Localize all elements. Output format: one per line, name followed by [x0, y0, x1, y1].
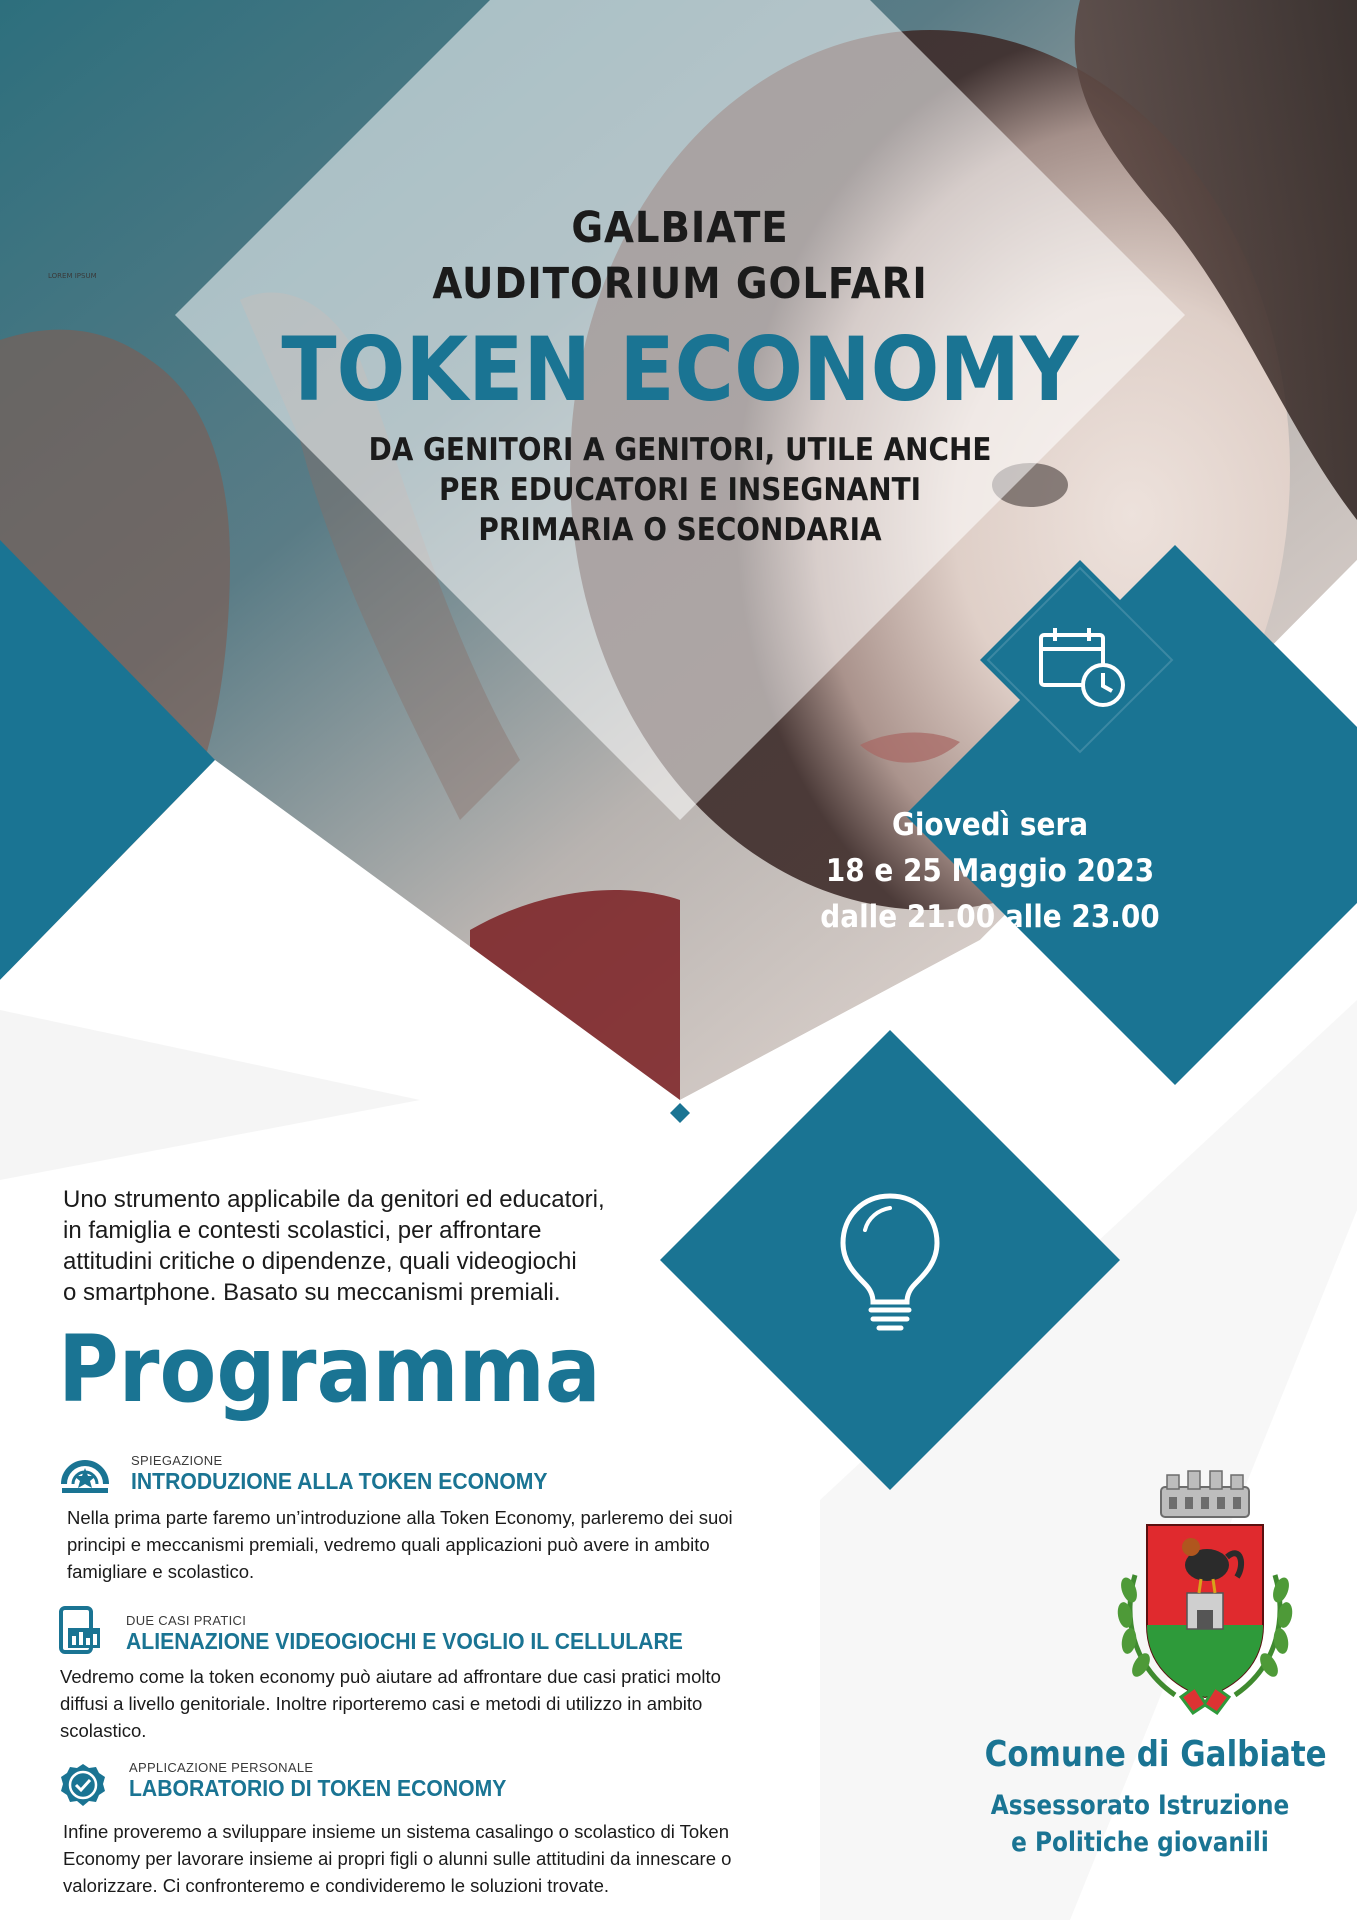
intro-line-1: Uno strumento applicabile da genitori ed educatori,: [63, 1186, 605, 1213]
event-time: dalle 21.00 alle 23.00: [820, 899, 1160, 935]
item-1-line-1: Nella prima parte faremo un’introduzione alla Token Economy, parleremo dei suoi: [67, 1507, 733, 1528]
item-3-line-2: Economy per lavorare insieme ai propri figli o alunni sulle attitudini da innescare o: [63, 1848, 732, 1869]
location-town: GALBIATE: [571, 203, 789, 253]
organizer-dept-line-1: Assessorato Istruzione: [990, 1790, 1290, 1821]
item-1-line-2: principi e meccanismi premiali, vedremo quali applicazioni può avere in ambito: [67, 1534, 710, 1555]
event-date-block: [819, 802, 1161, 940]
item-2-heading: ALIENAZIONE VIDEOGIOCHI E VOGLIO IL CELLULARE: [126, 1628, 683, 1654]
item-3-heading: LABORATORIO DI TOKEN ECONOMY: [129, 1775, 507, 1801]
item-2-line-1: Vedremo come la token economy può aiutare ad affrontare due casi pratici molto: [60, 1666, 721, 1687]
subtitle-line-1: DA GENITORI A GENITORI, UTILE ANCHE: [368, 432, 992, 468]
event-day: Giovedì sera: [891, 807, 1089, 843]
badge-check-icon: [60, 1762, 106, 1808]
organizer-name: Comune di Galbiate: [984, 1734, 1327, 1775]
item-2-line-3: scolastico.: [60, 1720, 147, 1741]
smartphone-chart-icon: [58, 1606, 104, 1654]
subtitle-line-2: PER EDUCATORI E INSEGNANTI: [438, 472, 922, 508]
dashboard-gauge-icon: [60, 1454, 110, 1496]
item-3-description: [63, 1818, 763, 1899]
item-1-description: [67, 1504, 767, 1585]
item-2-description: [60, 1663, 760, 1744]
intro-line-2: in famiglia e contesti scolastici, per affrontare: [63, 1217, 542, 1244]
item-3-kicker: APPLICAZIONE PERSONALE: [129, 1760, 314, 1775]
item-1-heading: INTRODUZIONE ALLA TOKEN ECONOMY: [131, 1468, 548, 1494]
header-block: [220, 200, 1140, 550]
intro-line-4: o smartphone. Basato su meccanismi premiali.: [63, 1279, 561, 1306]
subtitle-line-3: PRIMARIA O SECONDARIA: [478, 512, 882, 548]
item-1-kicker: SPIEGAZIONE: [131, 1453, 223, 1468]
lightbulb-icon: [835, 1190, 945, 1335]
item-2-kicker: DUE CASI PRATICI: [126, 1613, 247, 1628]
event-title: TOKEN ECONOMY: [281, 318, 1079, 421]
organizer-dept-line-2: e Politiche giovanili: [1011, 1827, 1269, 1858]
location-venue: AUDITORIUM GOLFARI: [432, 259, 928, 309]
program-title: Programma: [58, 1316, 601, 1423]
event-dates: 18 e 25 Maggio 2023: [825, 853, 1155, 889]
item-2-line-2: diffusi a livello genitoriale. Inoltre riporteremo casi e metodi di utilizzo in ambito: [60, 1693, 703, 1714]
intro-line-3: attitudini critiche o dipendenze, quali videogiochi: [63, 1248, 577, 1275]
calendar-clock-icon: [1035, 625, 1130, 710]
placeholder-text: LOREM IPSUM: [48, 272, 97, 280]
coat-of-arms-emblem: [1105, 1465, 1305, 1725]
intro-paragraph: [63, 1184, 663, 1308]
item-3-line-1: Infine proveremo a sviluppare insieme un sistema casalingo o scolastico di Token: [63, 1821, 730, 1842]
item-1-line-3: famigliare e scolastico.: [67, 1561, 255, 1582]
item-3-line-3: valorizzare. Ci confronteremo e condivideremo le soluzioni trovate.: [63, 1875, 610, 1896]
